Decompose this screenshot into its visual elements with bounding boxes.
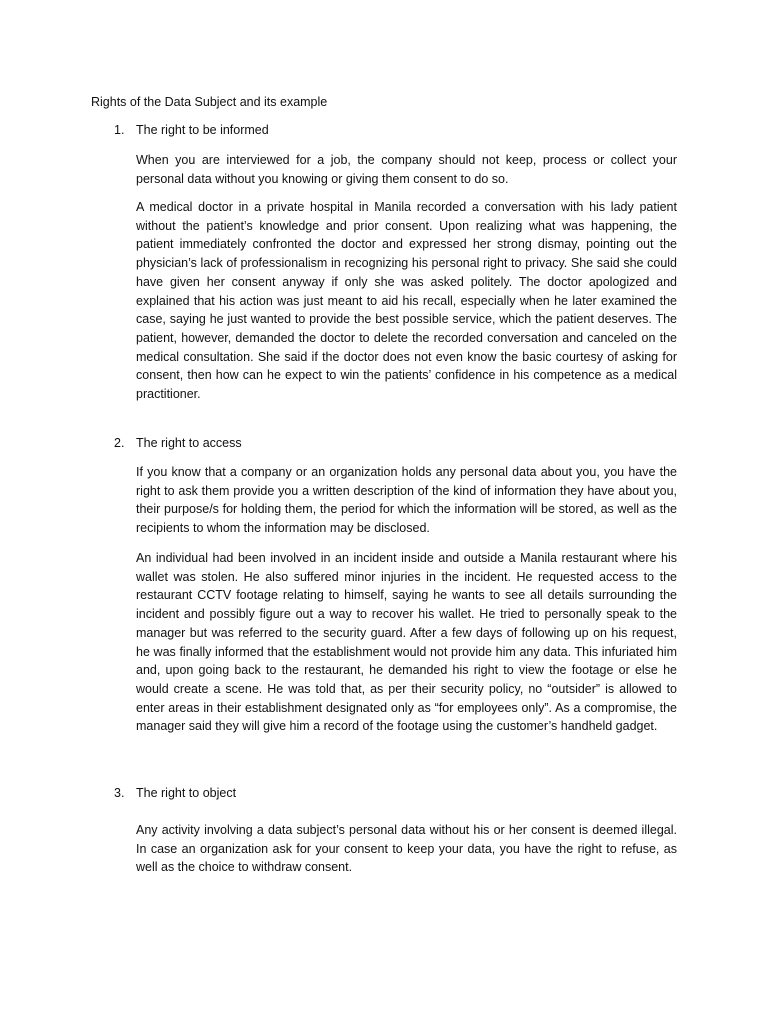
paragraph-informed-definition: When you are interviewed for a job, the company should not keep, process or collect your personal data without you knowing or giving them consent to do so. — [136, 153, 677, 186]
section-heading-right-to-be-informed — [114, 122, 269, 139]
section-heading-right-to-access — [114, 435, 242, 452]
section-title: The right to access — [136, 436, 242, 450]
section-title: The right to be informed — [136, 123, 269, 137]
section-number: 2. — [114, 436, 125, 450]
section-title: The right to object — [136, 786, 237, 800]
paragraph-access-definition: If you know that a company or an organization holds any personal data about you, you have the right to ask them provide you a written description of the kind of information they have about you, their purpose/s for holding them, the period for which the information will be stored, as well as the recipients to whom the information may be disclosed. — [136, 465, 677, 536]
section-heading-right-to-object — [114, 785, 236, 802]
paragraph-informed-example: A medical doctor in a private hospital in Manila recorded a conversation with his lady patient without the patient’s knowledge and prior consent. Upon realizing what was happening, the patient immediately confronted the doctor and expressed her strong dismay, pointing out the physician’s lack of professionalism in recognizing his personal right to privacy. She said she could have given her consent anyway if only she was asked politely. The doctor apologized and explained that his action was just meant to aid his recall, especially when he later examined the case, saying he just wanted to provide the best possible service, which the patient deserves. The patient, however, demanded the doctor to delete the recorded conversation and canceled on the medical consultation. She said if the doctor does not even know the basic courtesy of asking for consent, then how can he expect to win the patients’ confidence in his competence as a medical practitioner. — [136, 200, 677, 402]
paragraph-object-definition: Any activity involving a data subject’s personal data without his or her consent is deemed illegal. In case an organization ask for your consent to keep your data, you have the right to refuse, as well as the choice to withdraw consent. — [136, 823, 677, 875]
paragraph-access-example: An individual had been involved in an incident inside and outside a Manila restaurant where his wallet was stolen. He also suffered minor injuries in the incident. He requested access to the restaurant CCTV footage relating to himself, saying he wants to see all details surrounding the incident and possibly figure out a way to recover his wallet. He tried to personally speak to the manager but was referred to the security guard. After a few days of following up on his request, he was finally informed that the establishment would not provide him any data. This infuriated him and, upon going back to the restaurant, he demanded his right to view the footage or else he would create a scene. He was told that, as per their security policy, no “outsider” is allowed to enter areas in their establishment designated only as “for employees only”. As a compromise, the manager said they will give him a record of the footage using the customer’s handheld gadget. — [136, 551, 677, 734]
document-title: Rights of the Data Subject and its example — [91, 95, 328, 109]
section-number: 1. — [114, 123, 125, 137]
section-number: 3. — [114, 786, 125, 800]
